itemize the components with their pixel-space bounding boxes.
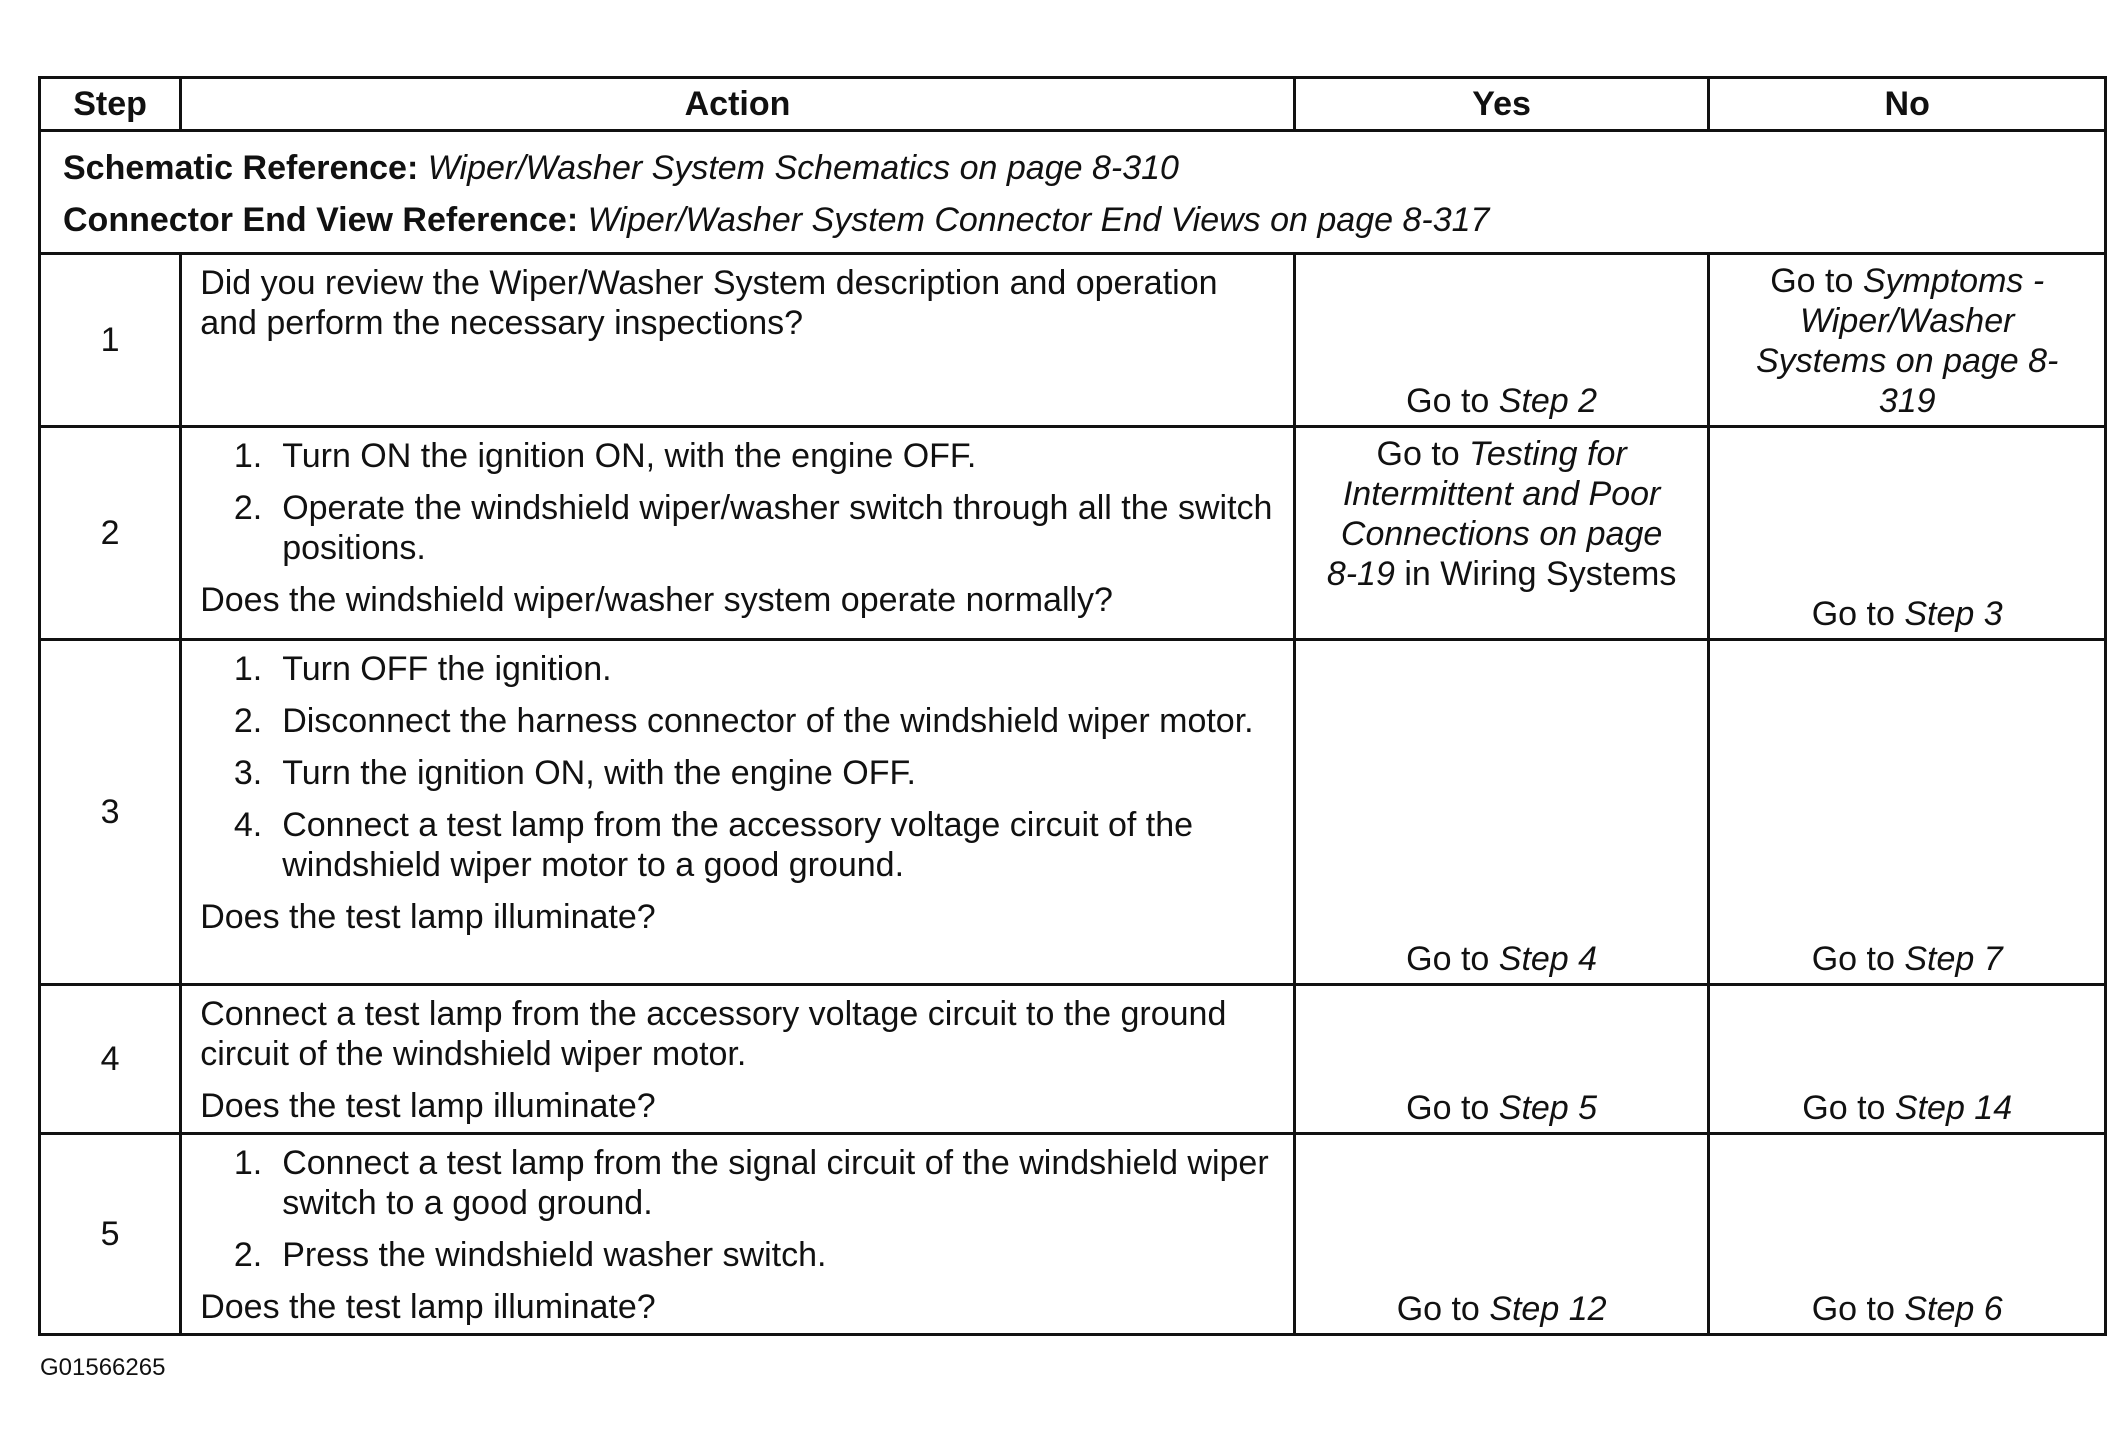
no-link[interactable]: Step 3 — [1904, 595, 2003, 633]
action-text: Connect a test lamp from the accessory voltage circuit to the ground circuit of the windshield wiper motor. — [200, 995, 1227, 1073]
action-question: Does the test lamp illuminate? — [200, 1288, 656, 1326]
figure-id: G01566265 — [40, 1354, 166, 1381]
yes-cell — [1294, 1134, 1709, 1335]
step-number: 1 — [40, 254, 181, 427]
table-row — [40, 1134, 2106, 1335]
action-steps — [200, 1143, 1275, 1275]
reference-row — [40, 131, 2106, 254]
step-number: 5 — [40, 1134, 181, 1335]
no-link[interactable]: Step 14 — [1894, 1089, 2013, 1127]
action-step: 1. Turn ON the ignition ON, with the engine OFF. — [233, 437, 977, 475]
header-action: Action — [181, 78, 1295, 131]
reference-cell — [40, 131, 2106, 254]
yes-link[interactable]: Testing for Intermittent and Poor Connections on page 8-19 — [1326, 435, 1663, 593]
table-row — [40, 427, 2106, 640]
action-question: Does the test lamp illuminate? — [200, 1087, 656, 1125]
action-step: 3. Turn the ignition ON, with the engine OFF. — [233, 754, 916, 792]
no-link[interactable]: Symptoms - Wiper/Washer Systems on page 8-319 — [1756, 262, 2059, 420]
no-prefix: Go to — [1802, 1089, 1886, 1127]
yes-prefix: Go to — [1376, 435, 1460, 473]
schematic-reference — [63, 142, 2082, 194]
action-step: 2. Disconnect the harness connector of the windshield wiper motor. — [233, 702, 1254, 740]
yes-prefix: Go to — [1406, 382, 1490, 420]
action-cell — [181, 640, 1295, 985]
no-link[interactable]: Step 7 — [1904, 940, 2003, 978]
header-no: No — [1709, 78, 2106, 131]
no-prefix: Go to — [1811, 940, 1895, 978]
action-steps — [200, 436, 1275, 568]
yes-link[interactable]: Step 4 — [1498, 940, 1598, 978]
no-cell — [1709, 1134, 2106, 1335]
yes-prefix: Go to — [1396, 1290, 1480, 1328]
header-yes: Yes — [1294, 78, 1709, 131]
no-cell — [1709, 427, 2106, 640]
action-step: 2. Press the windshield washer switch. — [233, 1236, 827, 1274]
connector-reference-link[interactable]: Wiper/Washer System Connector End Views on page 8-317 — [587, 201, 1490, 239]
yes-prefix: Go to — [1406, 940, 1490, 978]
action-step: 1. Connect a test lamp from the signal circuit of the windshield wiper switch to a good ground. — [233, 1144, 1269, 1222]
connector-reference-label: Connector End View Reference: — [63, 201, 579, 239]
header-step: Step — [40, 78, 181, 131]
step-number: 4 — [40, 985, 181, 1134]
yes-prefix: Go to — [1406, 1089, 1490, 1127]
yes-cell — [1294, 640, 1709, 985]
header-row — [40, 78, 2106, 131]
action-text: Did you review the Wiper/Washer System description and operation and perform the necessary inspections? — [200, 264, 1218, 342]
yes-cell — [1294, 254, 1709, 427]
diagnostic-table — [38, 76, 2107, 1336]
action-step: 1. Turn OFF the ignition. — [233, 650, 612, 688]
no-prefix: Go to — [1811, 595, 1895, 633]
yes-suffix: in Wiring Systems — [1404, 555, 1677, 593]
action-cell — [181, 254, 1295, 427]
yes-link[interactable]: Step 12 — [1489, 1290, 1607, 1328]
action-step: 2. Operate the windshield wiper/washer switch through all the switch positions. — [233, 489, 1273, 567]
step-number: 2 — [40, 427, 181, 640]
no-cell — [1709, 640, 2106, 985]
no-cell — [1709, 254, 2106, 427]
action-question: Does the test lamp illuminate? — [200, 898, 656, 936]
action-question: Does the windshield wiper/washer system operate normally? — [200, 581, 1113, 619]
yes-cell — [1294, 427, 1709, 640]
action-cell — [181, 427, 1295, 640]
table-row — [40, 640, 2106, 985]
action-step: 4. Connect a test lamp from the accessory voltage circuit of the windshield wiper motor to a good ground. — [233, 806, 1194, 884]
yes-cell — [1294, 985, 1709, 1134]
no-cell — [1709, 985, 2106, 1134]
yes-link[interactable]: Step 5 — [1498, 1089, 1598, 1127]
table-row — [40, 254, 2106, 427]
no-link[interactable]: Step 6 — [1904, 1290, 2003, 1328]
schematic-reference-label: Schematic Reference: — [63, 149, 419, 187]
table-row — [40, 985, 2106, 1134]
no-prefix: Go to — [1770, 262, 1854, 300]
action-cell — [181, 985, 1295, 1134]
no-prefix: Go to — [1811, 1290, 1895, 1328]
yes-link[interactable]: Step 2 — [1498, 382, 1598, 420]
step-number: 3 — [40, 640, 181, 985]
action-steps — [200, 649, 1275, 885]
connector-reference — [63, 194, 2082, 246]
action-cell — [181, 1134, 1295, 1335]
schematic-reference-link[interactable]: Wiper/Washer System Schematics on page 8-310 — [427, 149, 1179, 187]
